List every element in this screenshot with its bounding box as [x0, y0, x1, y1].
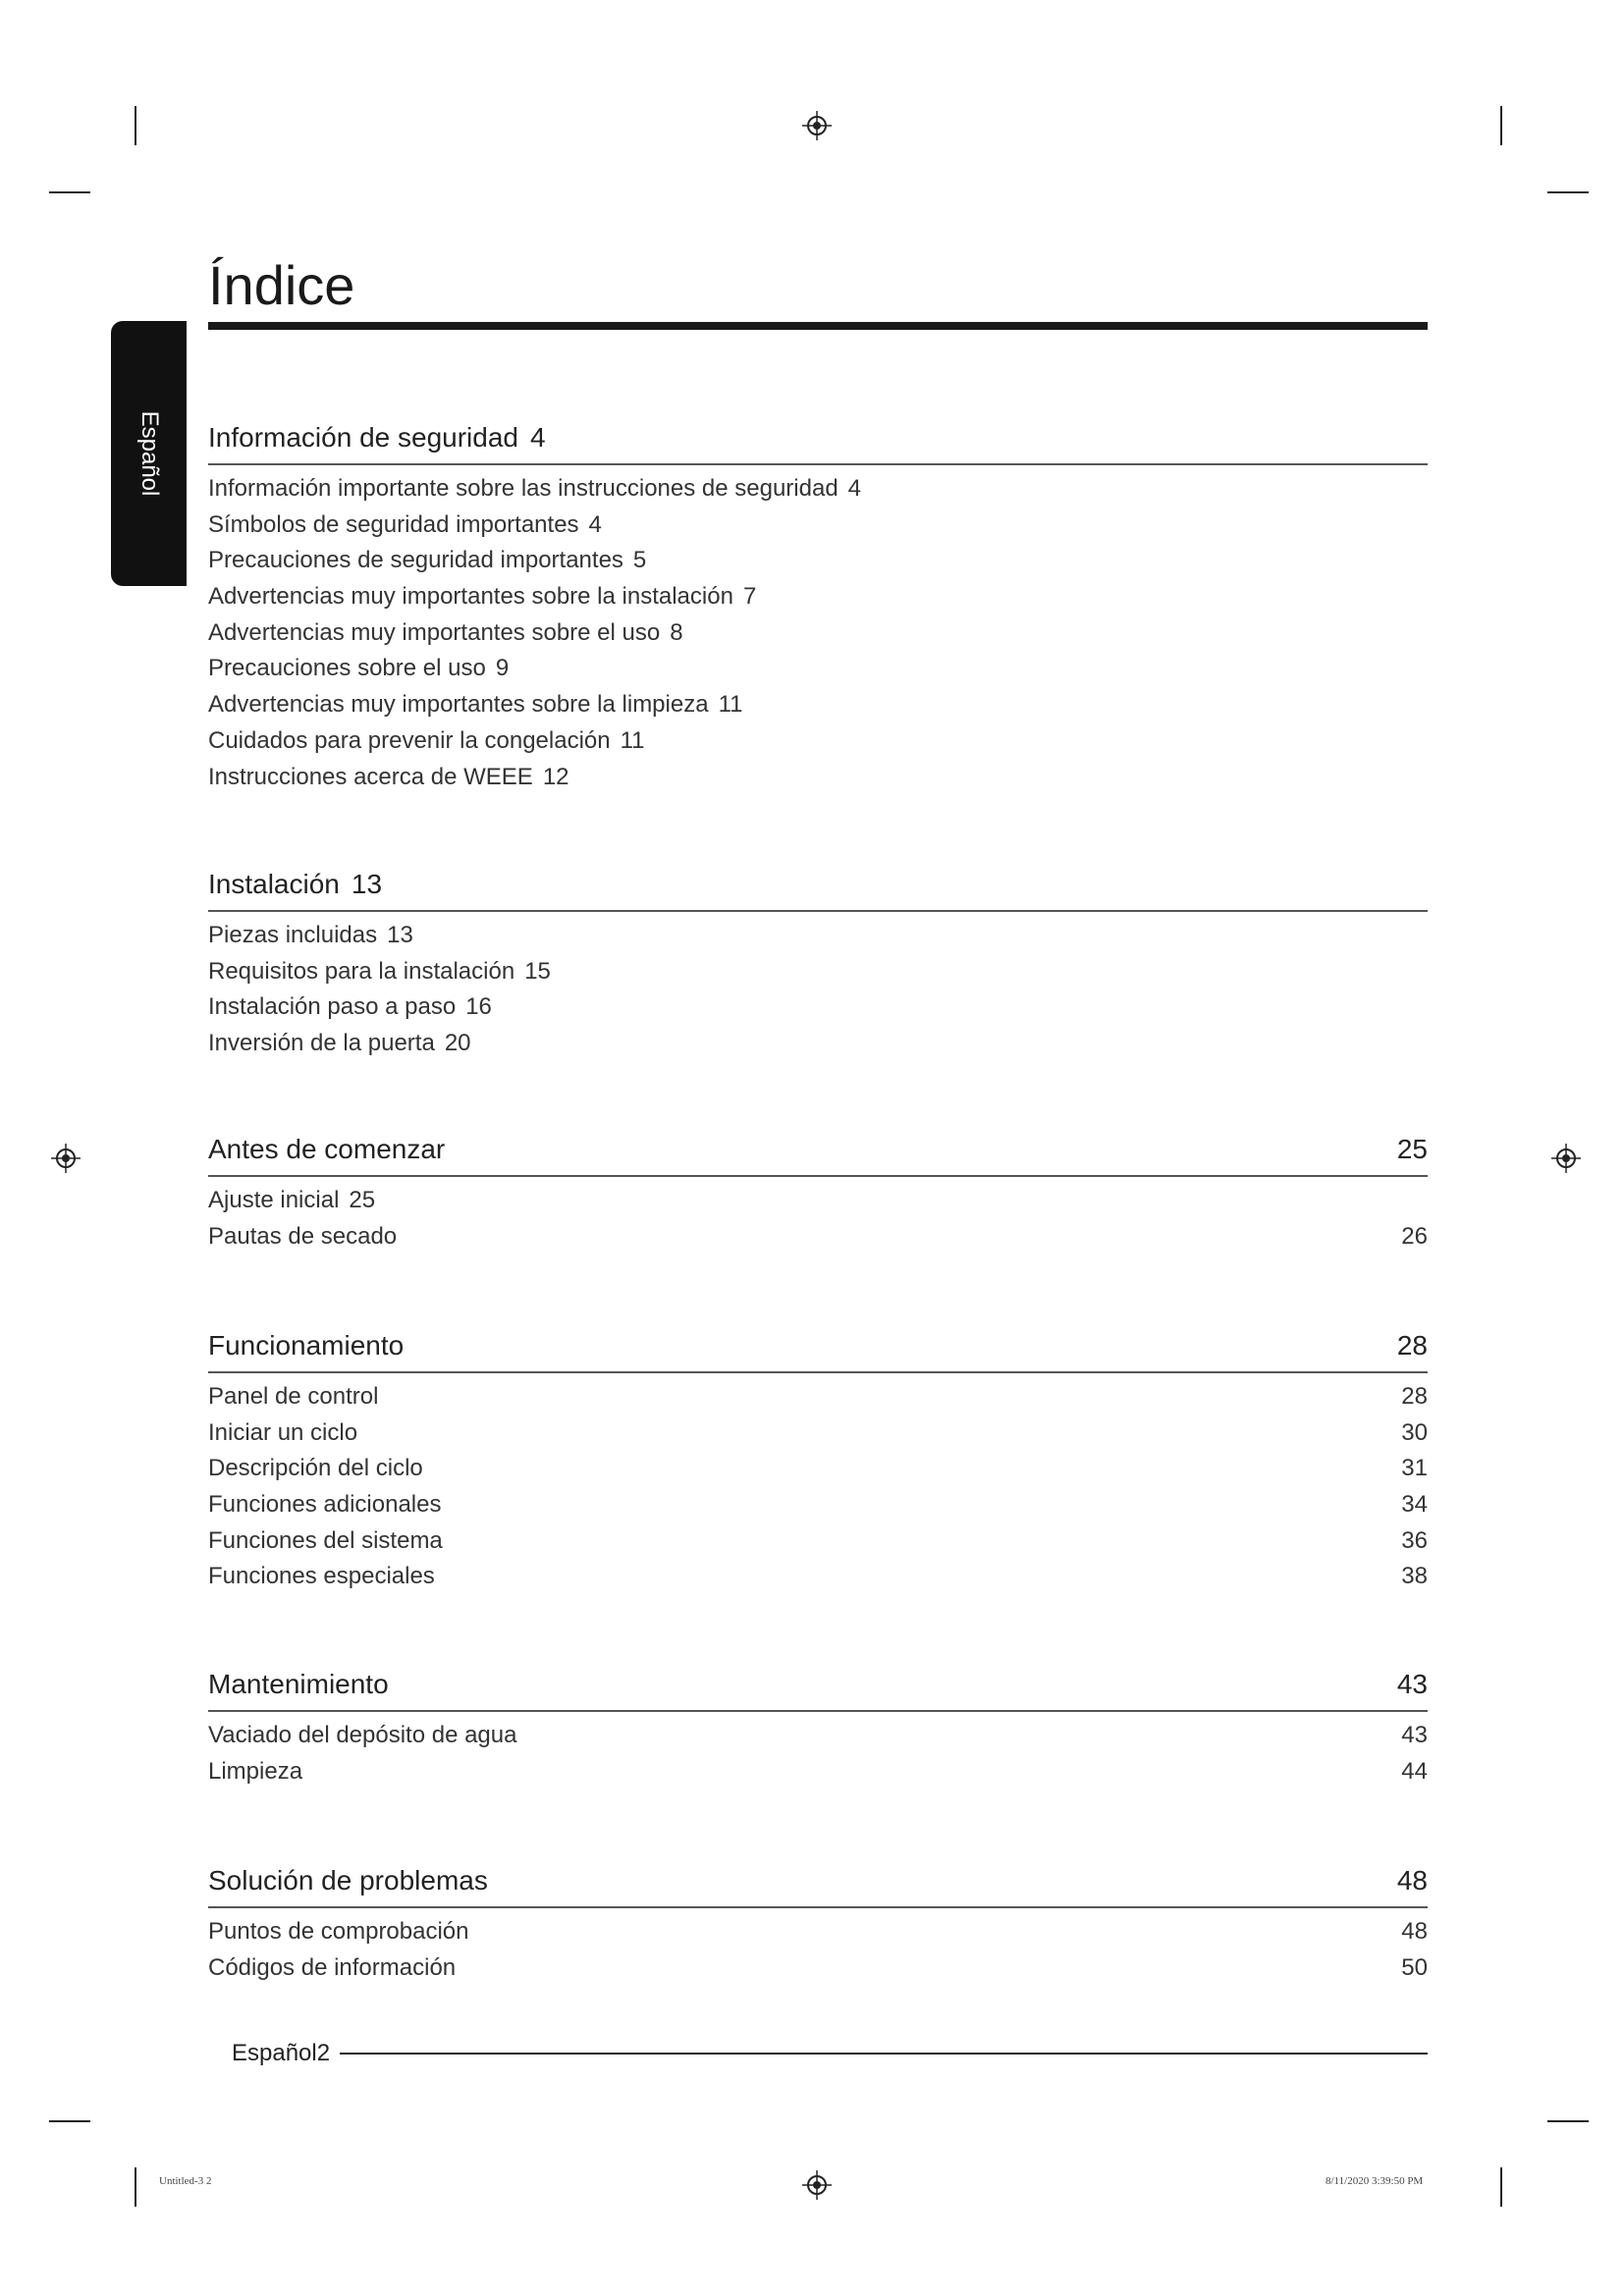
- toc-section-safety: [208, 422, 1428, 795]
- toc-item-label: Cuidados para prevenir la congelación: [208, 726, 611, 754]
- toc-item-page: 26: [1401, 1222, 1428, 1250]
- toc-item-page: 25: [349, 1187, 376, 1213]
- registration-mark-icon: [51, 1144, 81, 1173]
- crop-mark: [1547, 191, 1589, 193]
- toc-item-label: Requisitos para la instalación: [208, 957, 515, 985]
- registration-mark-icon: [1551, 1144, 1581, 1173]
- toc-item[interactable]: [208, 579, 1428, 615]
- toc-item-label: Vaciado del depósito de agua: [208, 1722, 517, 1748]
- section-page: 4: [529, 422, 546, 453]
- section-header[interactable]: [208, 1865, 1428, 1908]
- toc-item-label: Precauciones de seguridad importantes: [208, 547, 623, 574]
- toc-item[interactable]: [208, 1914, 1428, 1950]
- footer-rule: [340, 2053, 1428, 2055]
- toc-item[interactable]: [208, 1559, 1428, 1595]
- toc-item-page: 15: [524, 957, 551, 985]
- toc-item-page: 4: [847, 475, 862, 502]
- toc-item[interactable]: [208, 615, 1428, 652]
- crop-mark: [49, 191, 90, 193]
- toc-item-page: 12: [542, 763, 569, 790]
- section-header[interactable]: [208, 1669, 1428, 1712]
- toc-item[interactable]: [208, 1219, 1428, 1255]
- toc-section-maintenance: [208, 1669, 1428, 1789]
- toc-item-page: 7: [742, 583, 757, 611]
- toc-item[interactable]: [208, 1950, 1428, 1987]
- toc-item-label: Inversión de la puerta: [208, 1030, 435, 1057]
- page-footer: [232, 2040, 1428, 2067]
- toc-item-label: Códigos de información: [208, 1953, 457, 1981]
- section-page: 43: [1396, 1669, 1428, 1699]
- section-page: 48: [1396, 1865, 1428, 1896]
- toc-item-page: 36: [1401, 1526, 1428, 1554]
- toc-item-page: 5: [632, 547, 647, 574]
- toc-item[interactable]: [208, 543, 1428, 579]
- toc-item-label: Advertencias muy importantes sobre el uso: [208, 618, 661, 646]
- toc-item[interactable]: [208, 1451, 1428, 1487]
- section-header[interactable]: [208, 422, 1428, 465]
- toc-section-before-start: [208, 1134, 1428, 1255]
- section-header[interactable]: [208, 869, 1428, 912]
- crop-mark: [135, 106, 136, 145]
- toc-item[interactable]: [208, 1487, 1428, 1523]
- toc-item-page: 30: [1401, 1418, 1428, 1446]
- toc-item-label: Panel de control: [208, 1383, 379, 1410]
- toc-item[interactable]: [208, 471, 1428, 507]
- page-title: Índice: [208, 254, 355, 316]
- toc-item-page: 34: [1401, 1491, 1428, 1519]
- toc-section-installation: [208, 869, 1428, 1062]
- toc-item-page: 16: [465, 993, 492, 1021]
- toc-item-label: Instalación paso a paso: [208, 993, 457, 1021]
- section-header[interactable]: [208, 1330, 1428, 1373]
- toc-item-page: 48: [1401, 1918, 1428, 1945]
- title-rule: [208, 322, 1428, 330]
- toc-item[interactable]: [208, 1183, 1428, 1219]
- toc-item-label: Piezas incluidas: [208, 922, 378, 948]
- toc-item[interactable]: [208, 1523, 1428, 1560]
- toc-item-page: 13: [387, 922, 413, 948]
- toc-item-page: 11: [718, 691, 743, 719]
- toc-item-page: 31: [1401, 1455, 1428, 1482]
- toc-item-label: Iniciar un ciclo: [208, 1418, 358, 1446]
- toc-item[interactable]: [208, 954, 1428, 990]
- print-timestamp: 8/11/2020 3:39:50 PM: [1326, 2175, 1424, 2187]
- section-title: Información de seguridad: [208, 422, 518, 453]
- section-title: Antes de comenzar: [208, 1134, 446, 1164]
- toc-item[interactable]: [208, 1415, 1428, 1452]
- toc-item[interactable]: [208, 989, 1428, 1026]
- crop-mark: [1500, 2167, 1502, 2207]
- section-header[interactable]: [208, 1134, 1428, 1177]
- toc-item[interactable]: [208, 1379, 1428, 1415]
- crop-mark: [1547, 2120, 1589, 2122]
- toc-item-label: Precauciones sobre el uso: [208, 655, 486, 682]
- toc-item-label: Ajuste inicial: [208, 1187, 340, 1213]
- toc-item[interactable]: [208, 918, 1428, 954]
- toc-item-label: Pautas de secado: [208, 1222, 398, 1250]
- toc-item-page: 38: [1401, 1563, 1428, 1590]
- section-title: Mantenimiento: [208, 1669, 389, 1699]
- toc-item-label: Instrucciones acerca de WEEE: [208, 763, 533, 790]
- toc-item-label: Funciones especiales: [208, 1563, 435, 1590]
- toc-item-page: 9: [495, 655, 510, 682]
- section-page: 13: [351, 869, 383, 899]
- crop-mark: [1500, 106, 1502, 145]
- toc-section-operation: [208, 1330, 1428, 1595]
- section-title: Solución de problemas: [208, 1865, 488, 1896]
- toc-item-page: 8: [670, 618, 683, 646]
- section-title: Funcionamiento: [208, 1330, 405, 1361]
- toc-item[interactable]: [208, 1026, 1428, 1062]
- toc-item-label: Puntos de comprobación: [208, 1918, 469, 1945]
- toc-item-label: Funciones adicionales: [208, 1491, 442, 1519]
- crop-mark: [49, 2120, 90, 2122]
- toc-item[interactable]: [208, 651, 1428, 687]
- toc-item[interactable]: [208, 1718, 1428, 1754]
- toc-item-label: Advertencias muy importantes sobre la instalación: [208, 583, 733, 611]
- section-title: Instalación: [208, 869, 340, 899]
- language-side-tab: [111, 321, 187, 586]
- toc-item-page: 44: [1401, 1757, 1428, 1785]
- toc-item-label: Descripción del ciclo: [208, 1455, 423, 1482]
- section-page: 28: [1396, 1330, 1428, 1361]
- section-page: 25: [1396, 1134, 1428, 1164]
- toc-item-page: 43: [1401, 1722, 1428, 1748]
- footer-language: Español: [232, 2040, 317, 2066]
- toc-item-label: Advertencias muy importantes sobre la limpieza: [208, 691, 709, 719]
- toc-item[interactable]: [208, 723, 1428, 760]
- registration-mark-icon: [802, 111, 832, 140]
- toc-item-label: Información importante sobre las instrucciones de seguridad: [208, 475, 839, 502]
- toc-item-label: Símbolos de seguridad importantes: [208, 510, 579, 538]
- toc-item-page: 11: [620, 726, 645, 754]
- toc-item-page: 4: [588, 510, 602, 538]
- registration-mark-icon: [802, 2170, 832, 2200]
- crop-mark: [135, 2167, 136, 2207]
- toc-item[interactable]: [208, 760, 1428, 796]
- language-side-tab-label: Español: [135, 410, 163, 497]
- toc-item-page: 28: [1401, 1383, 1428, 1410]
- toc-item[interactable]: [208, 1754, 1428, 1790]
- toc-item-page: 50: [1401, 1953, 1428, 1981]
- toc-item-page: 20: [444, 1030, 471, 1057]
- toc-item[interactable]: [208, 507, 1428, 544]
- toc-item-label: Limpieza: [208, 1757, 303, 1785]
- toc-item-label: Funciones del sistema: [208, 1526, 443, 1554]
- toc-section-troubleshooting: [208, 1865, 1428, 1986]
- toc-item[interactable]: [208, 687, 1428, 723]
- footer-page-number: 2: [316, 2040, 331, 2066]
- print-file-info: Untitled-3 2: [159, 2175, 212, 2187]
